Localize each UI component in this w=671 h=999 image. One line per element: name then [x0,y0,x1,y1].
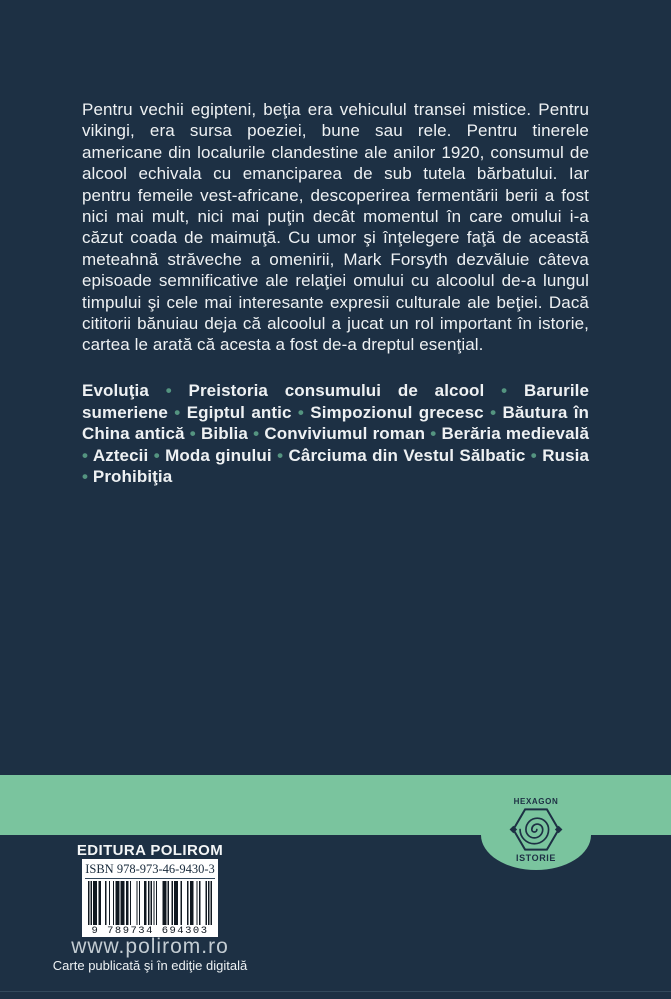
bullet-separator: • [501,381,508,400]
bullet-separator: • [253,424,260,444]
barcode-digits: 9 789734 694303 [91,925,209,937]
bullet-separator: • [189,424,196,444]
bullet-separator: • [82,467,89,487]
bullet-separator: • [430,424,437,444]
bullet-separator: • [490,402,497,422]
isbn-label: ISBN 978-973-46-9430-3 [85,859,215,879]
topics-list: Evoluţia • Preistoria consumului de alcool • Barurile sumeriene • Egiptul antic • Simpozionul grecesc • Băutura în China antică • Biblia • Conviviumul roman • Berăria medievală • Aztecii • Moda ginului • Cârciuma din Vestul Sălbatic • Rusia • Prohibiţia [82,381,590,487]
series-badge-bottom-label: ISTORIE [515,853,557,863]
bullet-separator: • [530,445,537,465]
bullet-separator: • [277,445,284,465]
bullet-separator: • [297,402,304,422]
digital-edition-note: Carte publicată şi în ediţie digitală [52,958,248,973]
series-badge-top-label: HEXAGON [513,797,559,806]
publisher-name: EDITURA POLIROM [76,842,224,859]
bullet-separator: • [165,381,172,400]
bullet-separator: • [153,445,160,465]
isbn-barcode-box [82,859,218,937]
hexagon-spiral-icon [509,806,563,853]
synopsis-text: Pentru vechii egipteni, beţia era vehiculul transei mistice. Pentru vikingi, era sursa poeziei, bune sau rele. Pentru tinerele americane din localurile clandestine ale anilor 1920, consumul de alcool echivala cu emanciparea de sub tutela bărbatului. Iar pentru femeile vest-africane, descoperirea fermentării berii a fost nici mai mult, nici mai puţin decât momentul în care omului i-a căzut coada de maimuţă. Cu umor şi înţelegere faţă de această meteahnă străveche a omenirii, Mark Forsyth dezvăluie câteva episoade semnificative ale relaţiei omului cu alcoolul de-a lungul timpului şi cele mai interesante expresii culturale ale beţiei. Dacă cititorii bănuiau deja că alcoolul a jucat un rol important în istorie, cartea le arată că acesta a fost de-a dreptul esenţial. [82,100,589,355]
publisher-website: www.polirom.ro [71,935,229,958]
bullet-separator: • [82,445,89,465]
barcode [88,881,212,925]
bottom-edge-hairline [0,991,671,992]
bullet-separator: • [174,402,181,422]
